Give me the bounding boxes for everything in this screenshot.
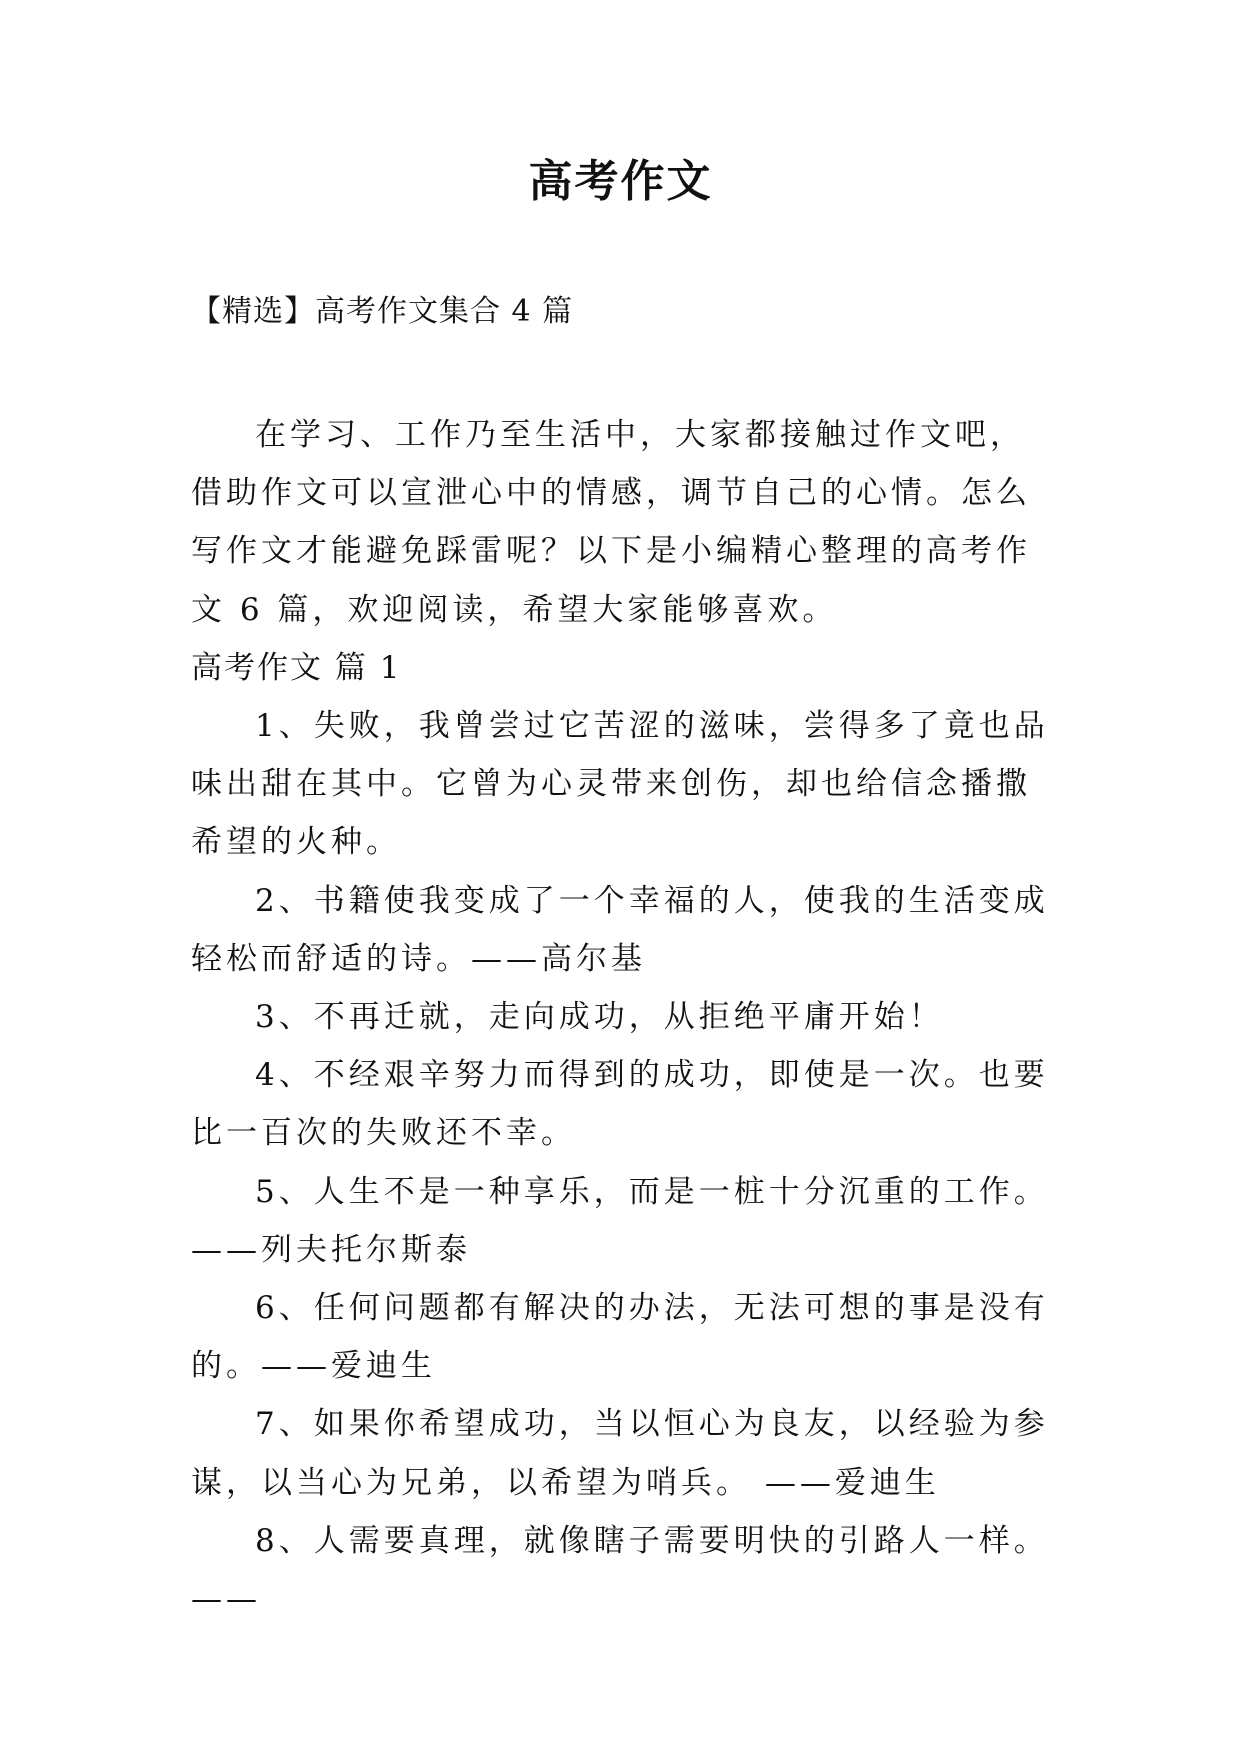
list-item: 2、书籍使我变成了一个幸福的人，使我的生活变成轻松而舒适的诗。——高尔基 bbox=[191, 882, 1049, 977]
intro-paragraph: 在学习、工作乃至生活中，大家都接触过作文吧，借助作文可以宣泄心中的情感，调节自己的心情。怎么写作文才能避免踩雷呢？以下是小编精心整理的高考作文 6 篇，欢迎阅读，希望大家能够喜欢。 bbox=[191, 417, 1031, 628]
document-subtitle: 【精选】高考作文集合 4 篇 bbox=[191, 294, 574, 329]
list-item: 8、人需要真理，就像瞎子需要明快的引路人一样。—— bbox=[191, 1522, 1049, 1618]
list-item: 1、失败，我曾尝过它苦涩的滋味，尝得多了竟也品味出甜在其中。它曾为心灵带来创伤，却也给信念播撒希望的火种。 bbox=[191, 708, 1049, 861]
list-item: 3、不再迁就，走向成功，从拒绝平庸开始！ bbox=[255, 999, 944, 1036]
page-title: 高考作文 bbox=[528, 156, 713, 207]
list-item: 6、任何问题都有解决的办法，无法可想的事是没有的。——爱迪生 bbox=[191, 1290, 1049, 1385]
list-item: 7、如果你希望成功，当以恒心为良友，以经验为参谋，以当心为兄弟，以希望为哨兵。 ——爱迪生 bbox=[191, 1406, 1049, 1501]
list-item: 5、人生不是一种享乐，而是一桩十分沉重的工作。——列夫托尔斯泰 bbox=[191, 1173, 1049, 1268]
list-item: 4、不经艰辛努力而得到的成功，即使是一次。也要比一百次的失败还不幸。 bbox=[191, 1057, 1049, 1152]
document-body bbox=[191, 406, 1051, 1628]
section-heading: 高考作文 篇 1 bbox=[191, 649, 402, 686]
